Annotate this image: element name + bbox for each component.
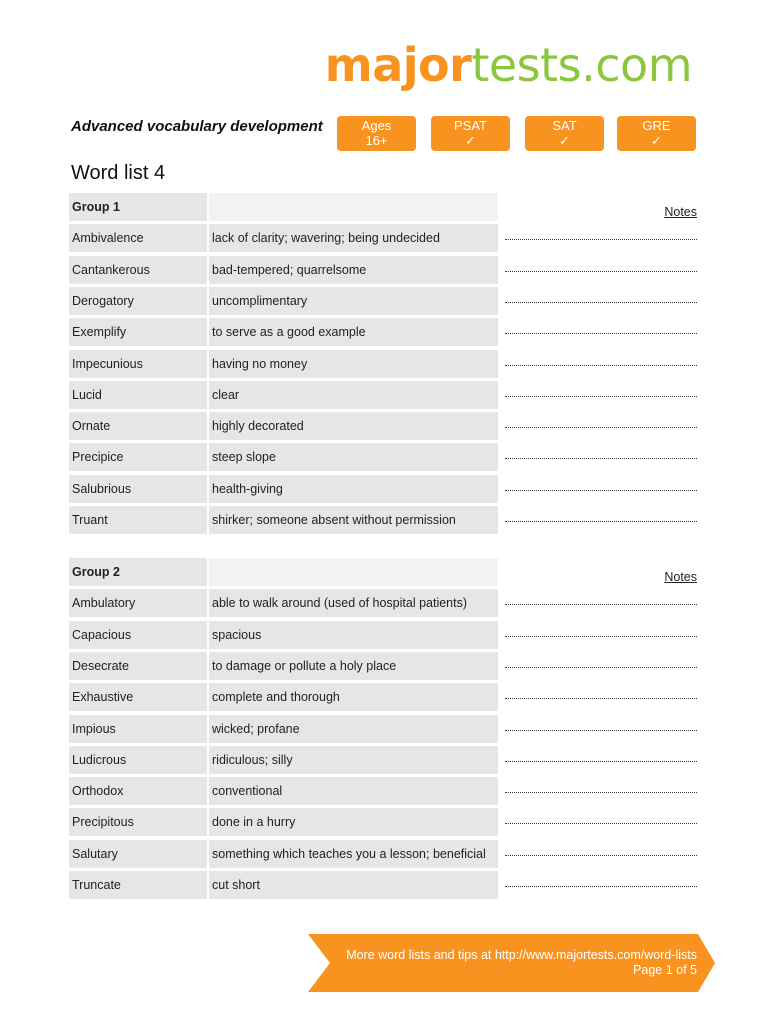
definition-cell: having no money [209, 350, 498, 378]
definition-cell: clear [209, 381, 498, 409]
badge-ages-label: Ages [361, 118, 392, 133]
notes-line [505, 365, 697, 366]
group-header-row [69, 558, 699, 586]
badge-gre [617, 116, 696, 151]
definition-cell: uncomplimentary [209, 287, 498, 315]
word-group-2 [69, 558, 699, 900]
footer-text [346, 948, 697, 978]
definition-cell: shirker; someone absent without permission [209, 506, 498, 534]
word-cell: Truncate [69, 871, 207, 899]
notes-line [505, 698, 697, 699]
notes-line [505, 823, 697, 824]
word-group-1 [69, 193, 699, 535]
word-cell: Exemplify [69, 318, 207, 346]
majortests-logo [324, 38, 692, 92]
notes-line [505, 396, 697, 397]
word-cell: Ambulatory [69, 589, 207, 617]
definition-cell: spacious [209, 621, 498, 649]
word-cell: Salutary [69, 840, 207, 868]
word-cell: Orthodox [69, 777, 207, 805]
notes-line [505, 271, 697, 272]
footer-link-text[interactable]: More word lists and tips at http://www.majortests.com/word-lists [346, 948, 697, 962]
table-row [69, 715, 699, 743]
definition-cell: steep slope [209, 443, 498, 471]
word-cell: Salubrious [69, 475, 207, 503]
definition-cell: to serve as a good example [209, 318, 498, 346]
word-cell: Precipitous [69, 808, 207, 836]
badge-ages [337, 116, 416, 151]
footer-banner[interactable] [308, 934, 715, 992]
notes-line [505, 521, 697, 522]
table-row [69, 808, 699, 836]
footer-page-number: Page 1 of 5 [633, 963, 697, 977]
table-row [69, 256, 699, 284]
table-row [69, 318, 699, 346]
page-title: Word list 4 [71, 162, 166, 184]
badge-ages-value: 16+ [365, 133, 388, 148]
table-row [69, 777, 699, 805]
table-row [69, 621, 699, 649]
table-row [69, 412, 699, 440]
page-subtitle: Advanced vocabulary development [71, 118, 323, 135]
table-row [69, 506, 699, 534]
word-cell: Impious [69, 715, 207, 743]
group-heading-spacer [209, 193, 498, 221]
word-cell: Derogatory [69, 287, 207, 315]
table-row [69, 746, 699, 774]
definition-cell: done in a hurry [209, 808, 498, 836]
word-cell: Ambivalence [69, 224, 207, 252]
table-row [69, 287, 699, 315]
word-cell: Cantankerous [69, 256, 207, 284]
definition-cell: wicked; profane [209, 715, 498, 743]
notes-line [505, 427, 697, 428]
group-heading-spacer [209, 558, 498, 586]
notes-line [505, 761, 697, 762]
word-cell: Ludicrous [69, 746, 207, 774]
logo-tests-text: tests.com [471, 38, 692, 92]
word-cell: Ornate [69, 412, 207, 440]
definition-cell: ridiculous; silly [209, 746, 498, 774]
table-row [69, 224, 699, 252]
checkmark-icon: ✓ [651, 133, 662, 148]
notes-line [505, 302, 697, 303]
notes-line [505, 730, 697, 731]
word-cell: Impecunious [69, 350, 207, 378]
checkmark-icon: ✓ [559, 133, 570, 148]
table-row [69, 652, 699, 680]
notes-line [505, 458, 697, 459]
definition-cell: bad-tempered; quarrelsome [209, 256, 498, 284]
notes-label: Notes [664, 570, 697, 584]
table-row [69, 589, 699, 617]
notes-line [505, 239, 697, 240]
table-row [69, 871, 699, 899]
table-row [69, 683, 699, 711]
notes-line [505, 855, 697, 856]
badge-sat [525, 116, 604, 151]
definition-cell: highly decorated [209, 412, 498, 440]
logo-major-text: major [324, 38, 472, 92]
checkmark-icon: ✓ [465, 133, 476, 148]
notes-line [505, 490, 697, 491]
word-cell: Precipice [69, 443, 207, 471]
definition-cell: something which teaches you a lesson; beneficial [209, 840, 498, 868]
notes-line [505, 792, 697, 793]
badge-gre-label: GRE [642, 118, 671, 133]
definition-cell: health-giving [209, 475, 498, 503]
table-row [69, 840, 699, 868]
table-row [69, 475, 699, 503]
table-row [69, 350, 699, 378]
table-row [69, 381, 699, 409]
group-heading: Group 2 [69, 558, 207, 586]
definition-cell: cut short [209, 871, 498, 899]
notes-label: Notes [664, 205, 697, 219]
definition-cell: conventional [209, 777, 498, 805]
notes-line [505, 333, 697, 334]
badge-psat [431, 116, 510, 151]
word-cell: Truant [69, 506, 207, 534]
group-heading: Group 1 [69, 193, 207, 221]
badge-sat-label: SAT [552, 118, 577, 133]
word-cell: Exhaustive [69, 683, 207, 711]
definition-cell: to damage or pollute a holy place [209, 652, 498, 680]
notes-line [505, 667, 697, 668]
word-cell: Capacious [69, 621, 207, 649]
definition-cell: lack of clarity; wavering; being undecided [209, 224, 498, 252]
group-header-row [69, 193, 699, 221]
badge-psat-label: PSAT [454, 118, 487, 133]
notes-line [505, 636, 697, 637]
notes-line [505, 604, 697, 605]
table-row [69, 443, 699, 471]
word-cell: Desecrate [69, 652, 207, 680]
definition-cell: complete and thorough [209, 683, 498, 711]
definition-cell: able to walk around (used of hospital patients) [209, 589, 498, 617]
notes-line [505, 886, 697, 887]
word-cell: Lucid [69, 381, 207, 409]
